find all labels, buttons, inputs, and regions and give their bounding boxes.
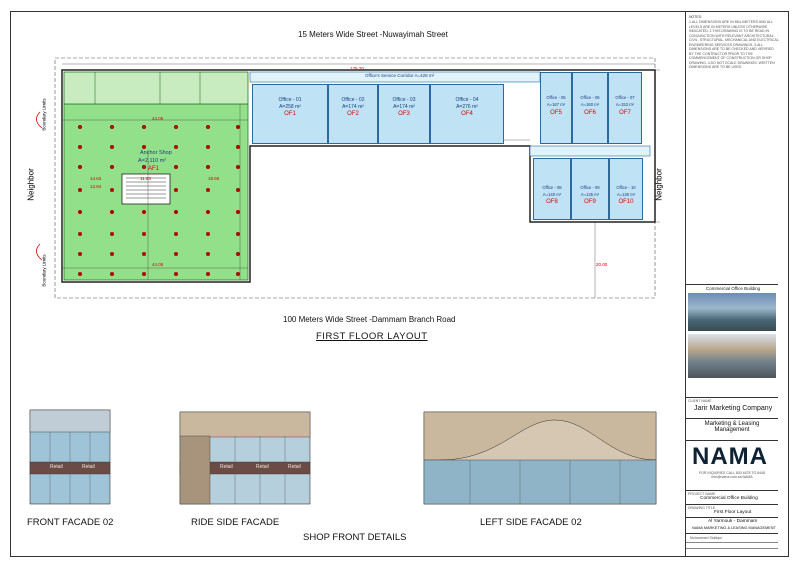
office-area: A=258 m² xyxy=(279,104,301,110)
dim-d3: 14.63 xyxy=(90,176,102,181)
column-dot xyxy=(174,272,178,276)
office-name: Office - 03 xyxy=(392,97,416,103)
office-area: A=174 m² xyxy=(393,104,415,110)
left-facade-label: LEFT SIDE FACADE 02 xyxy=(480,517,582,528)
render-image-1 xyxy=(688,293,776,331)
column-dot xyxy=(110,232,114,236)
column-dot xyxy=(236,145,240,149)
column-dot xyxy=(206,252,210,256)
column-dot xyxy=(142,125,146,129)
right-neighbor-label: Neighbor xyxy=(654,168,664,201)
column-dot xyxy=(78,125,82,129)
column-dot xyxy=(110,210,114,214)
column-dot xyxy=(78,165,82,169)
column-dot xyxy=(142,232,146,236)
boundary-label-bottom: Boundary Limits xyxy=(41,254,47,287)
retail-sign-3: Retail xyxy=(220,464,233,470)
column-dot xyxy=(78,145,82,149)
facade-drawings xyxy=(0,400,680,515)
office-name: Office - 02 xyxy=(341,97,365,103)
top-street-label: 15 Meters Wide Street -Nuwayimah Street xyxy=(298,30,448,39)
office-name: Office - 06 xyxy=(580,95,600,100)
office-area: A=130 m² xyxy=(616,192,636,197)
render-panel xyxy=(686,284,778,384)
office-area: A=167 m² xyxy=(546,102,566,107)
column-dot xyxy=(174,188,178,192)
bottom-street-label: 100 Meters Wide Street -Dammam Branch Road xyxy=(283,315,456,324)
project-label: PROJECT NAME xyxy=(688,492,716,496)
drawing-box xyxy=(686,504,778,517)
contact-info: FOR INQUIRIES CALL 800 4678 TO 8448 info@nama.com.sa NAMA xyxy=(699,471,765,479)
office-02[interactable] xyxy=(328,84,378,144)
left-facade-drawing xyxy=(424,412,656,504)
retail-sign-2: Retail xyxy=(82,464,95,470)
column-dot xyxy=(78,210,82,214)
boundary-label-top: Boundary Limits xyxy=(41,98,47,131)
corridor-label: Office's Service Corridor A=428 m² xyxy=(365,73,435,78)
column-dot xyxy=(206,125,210,129)
office-name: Office - 01 xyxy=(278,97,302,103)
anchor-shop-code: AF1 xyxy=(148,166,160,172)
sig-line-2 xyxy=(686,548,778,549)
column-dot xyxy=(174,252,178,256)
office-name: Office - 10 xyxy=(616,185,636,190)
column-dot xyxy=(110,125,114,129)
office-area: A=135 m² xyxy=(580,192,600,197)
dim-anchor-width-bottom: 44.05 xyxy=(152,262,164,267)
column-dot xyxy=(206,188,210,192)
column-dot xyxy=(206,272,210,276)
left-neighbor-label: Neighbor xyxy=(26,168,36,201)
dim-d18: 20.00 xyxy=(596,262,608,267)
office-area: A=153 m² xyxy=(615,102,635,107)
drawing-label: DRAWING TITLE xyxy=(688,506,716,510)
nama-logo: NAMA xyxy=(692,443,768,470)
office-05[interactable] xyxy=(540,72,572,144)
office-name: Office - 09 xyxy=(580,185,600,190)
office-code: OF2 xyxy=(347,111,359,117)
office-area: A=140 m² xyxy=(542,192,562,197)
office-code: OF8 xyxy=(546,199,558,205)
office-10[interactable] xyxy=(609,158,643,220)
office-01[interactable] xyxy=(252,84,328,144)
client-label: CLIENT NAME xyxy=(688,399,712,403)
office-name: Office - 05 xyxy=(546,95,566,100)
column-dot xyxy=(142,252,146,256)
column-dot xyxy=(78,252,82,256)
column-dot xyxy=(142,165,146,169)
column-dot xyxy=(206,145,210,149)
company-name: NAMA MARKETING & LEASING MANAGEMENT xyxy=(692,526,776,530)
front-facade-drawing xyxy=(30,410,110,504)
column-dot xyxy=(236,232,240,236)
column-dot xyxy=(174,232,178,236)
location-box xyxy=(686,517,778,533)
column-dot xyxy=(174,210,178,214)
dim-anchor-width-top: 44.05 xyxy=(152,116,164,121)
office-name: Office - 07 xyxy=(615,95,635,100)
office-08[interactable] xyxy=(533,158,571,220)
column-dot xyxy=(142,272,146,276)
office-name: Office - 08 xyxy=(542,185,562,190)
column-dot xyxy=(110,165,114,169)
column-dot xyxy=(206,232,210,236)
column-dot xyxy=(110,272,114,276)
column-dot xyxy=(236,188,240,192)
drawing-title: First Floor Layout xyxy=(714,510,752,515)
column-dot xyxy=(78,188,82,192)
drawn-by: Mohammed Siddiqui xyxy=(690,536,722,540)
office-code: OF6 xyxy=(584,110,596,116)
location: Al Yarmouk - Dammam xyxy=(708,519,758,524)
office-code: OF4 xyxy=(461,111,473,117)
column-dot xyxy=(236,125,240,129)
office-area: A=174 m² xyxy=(342,104,364,110)
project-name: Commercial Office Building xyxy=(700,496,758,501)
office-code: OF5 xyxy=(550,110,562,116)
column-dot xyxy=(174,125,178,129)
column-dot xyxy=(78,232,82,236)
office-code: OF1 xyxy=(284,111,296,117)
column-dot xyxy=(206,210,210,214)
office-code: OF9 xyxy=(584,199,596,205)
dim-d6: 18.66 xyxy=(208,176,220,181)
column-dot xyxy=(174,165,178,169)
notes-header: NOTES: xyxy=(689,15,703,19)
office-06[interactable] xyxy=(572,72,608,144)
retail-sign-5: Retail xyxy=(288,464,301,470)
dim-d4: 13.64 xyxy=(90,184,102,189)
consultant-name: Marketing & Leasing Management xyxy=(704,421,760,433)
retail-sign-1: Retail xyxy=(50,464,63,470)
column-dot xyxy=(78,272,82,276)
side-facade-drawing xyxy=(180,412,310,504)
render-title: Commercial Office Building xyxy=(706,286,761,291)
consultant-box xyxy=(686,418,778,440)
column-dot xyxy=(142,145,146,149)
office-area: A=276 m² xyxy=(456,104,478,110)
sig-line-1 xyxy=(686,542,778,543)
column-dot xyxy=(236,252,240,256)
office-07[interactable] xyxy=(608,72,642,144)
column-dot xyxy=(110,145,114,149)
office-name: Office - 04 xyxy=(455,97,479,103)
office-code: OF7 xyxy=(619,110,631,116)
column-dot xyxy=(236,165,240,169)
client-name: Jarir Marketing Company xyxy=(694,405,773,412)
office-area: A=160 m² xyxy=(580,102,600,107)
office-03[interactable] xyxy=(378,84,430,144)
office-09[interactable] xyxy=(571,158,609,220)
office-code: OF10 xyxy=(618,199,634,205)
notes-text: 1.ALL DIMENSIONS ARE IN MILLIMETERS AND ALL LEVELS ARE IN METERS UNLESS OTHERWISE INDICATED. 2.THIS DRAWING IS TO BE READ IN CONJUNCTION WITH RELEVANT ARCHITECTURAL, CIVIL, STRUCTURAL, MECHANICAL AND ELECTRICAL ENGINEERING SERVICES DRAWINGS. 3.ALL DIMENSIONS ARE TO BE CHECKED AND VERIFIED BY THE CONTRACTOR PRIOR TO THE COMMENCEMENT OF CONSTRUCTION OR SHOP DRAWING. 4.DO NOT SCALE DRAWINGS. WRITTEN DIMENSIONS ARE TO BE USED. xyxy=(689,20,779,69)
office-04[interactable] xyxy=(430,84,504,144)
column-dot xyxy=(174,145,178,149)
anchor-shop-name: Anchor Shop xyxy=(140,150,172,156)
dim-d5: 11.63 xyxy=(140,176,151,181)
client-box xyxy=(686,397,778,417)
column-dot xyxy=(110,252,114,256)
shop-front-title: SHOP FRONT DETAILS xyxy=(303,532,407,543)
column-dot xyxy=(110,188,114,192)
project-box xyxy=(686,490,778,503)
column-dot xyxy=(206,165,210,169)
signature-box xyxy=(686,533,778,556)
front-facade-label: FRONT FACADE 02 xyxy=(27,517,114,528)
render-image-2 xyxy=(688,334,776,378)
logo-box xyxy=(686,440,778,480)
anchor-shop-area: A=2,110 m² xyxy=(138,158,167,164)
column-dot xyxy=(236,272,240,276)
column-dot xyxy=(142,210,146,214)
retail-sign-4: Retail xyxy=(256,464,269,470)
dim-overall: 125.20 xyxy=(350,66,364,71)
column-dot xyxy=(236,210,240,214)
side-facade-label: RIDE SIDE FACADE xyxy=(191,517,280,528)
office-code: OF3 xyxy=(398,111,410,117)
plan-title: FIRST FLOOR LAYOUT xyxy=(316,331,428,342)
